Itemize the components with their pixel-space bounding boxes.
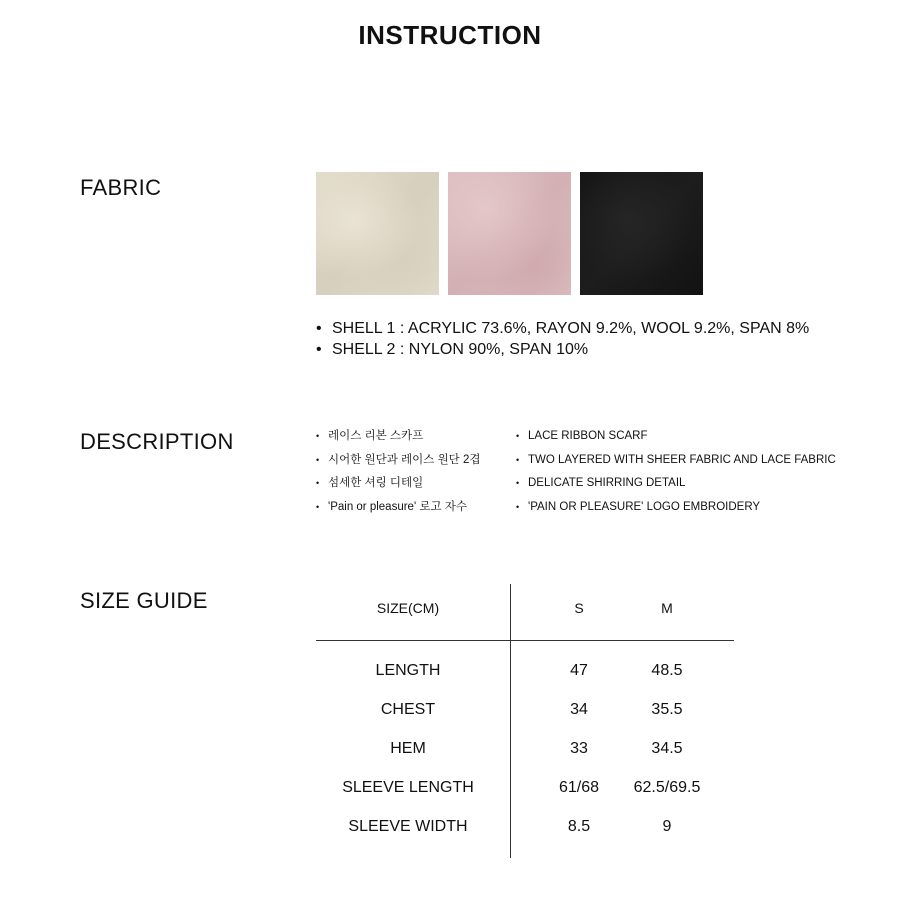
fabric-item-shell-1: • SHELL 1 : ACRYLIC 73.6%, RAYON 9.2%, WOOL 9.2%, SPAN 8% — [316, 318, 809, 339]
fabric-swatch-black — [580, 172, 703, 295]
size-row-value-m: 9 — [662, 818, 672, 835]
fabric-heading: FABRIC — [80, 175, 162, 200]
description-item-en: • TWO LAYERED WITH SHEER FABRIC AND LACE FABRIC — [516, 449, 836, 473]
size-row-value-m: 35.5 — [651, 701, 683, 718]
description-item-ko: • 섬세한 셔링 디테일 — [316, 472, 480, 496]
size-table-divider-vertical — [510, 584, 511, 858]
page-title: INSTRUCTION — [358, 20, 542, 50]
description-item-en: • 'PAIN OR PLEASURE' LOGO EMBROIDERY — [516, 496, 836, 520]
size-row-value-s: 33 — [570, 740, 588, 757]
description-item-ko: • 시어한 원단과 레이스 원단 2겹 — [316, 449, 480, 473]
size-row-value-s: 34 — [570, 701, 588, 718]
fabric-item-shell-2: • SHELL 2 : NYLON 90%, SPAN 10% — [316, 339, 809, 360]
size-row-value-s: 61/68 — [558, 779, 600, 796]
size-row-label: CHEST — [380, 701, 436, 718]
size-table-divider-horizontal — [316, 640, 734, 641]
description-list-english — [516, 425, 836, 519]
size-row-label: LENGTH — [375, 662, 441, 679]
size-row-label: HEM — [390, 740, 426, 757]
size-row-value-m: 62.5/69.5 — [633, 779, 701, 796]
size-row-value-m: 34.5 — [651, 740, 683, 757]
description-item-ko: • 레이스 리본 스카프 — [316, 425, 480, 449]
size-table-header-size: SIZE(CM) — [376, 600, 440, 616]
size-row-label: SLEEVE LENGTH — [342, 779, 474, 796]
size-table-header-s: S — [574, 600, 584, 616]
fabric-swatch-pink — [448, 172, 571, 295]
size-row-label: SLEEVE WIDTH — [348, 818, 468, 835]
description-item-en: • LACE RIBBON SCARF — [516, 425, 836, 449]
size-guide-heading: SIZE GUIDE — [80, 588, 208, 613]
size-row-value-m: 48.5 — [651, 662, 683, 679]
description-heading: DESCRIPTION — [80, 429, 234, 454]
description-item-ko: • 'Pain or pleasure' 로고 자수 — [316, 496, 480, 520]
size-row-value-s: 8.5 — [567, 818, 591, 835]
size-row-value-s: 47 — [570, 662, 588, 679]
fabric-swatch-ivory — [316, 172, 439, 295]
description-list-korean — [316, 425, 480, 519]
description-item-en: • DELICATE SHIRRING DETAIL — [516, 472, 836, 496]
fabric-composition-list — [316, 318, 809, 360]
size-table-header-m: M — [661, 600, 673, 616]
